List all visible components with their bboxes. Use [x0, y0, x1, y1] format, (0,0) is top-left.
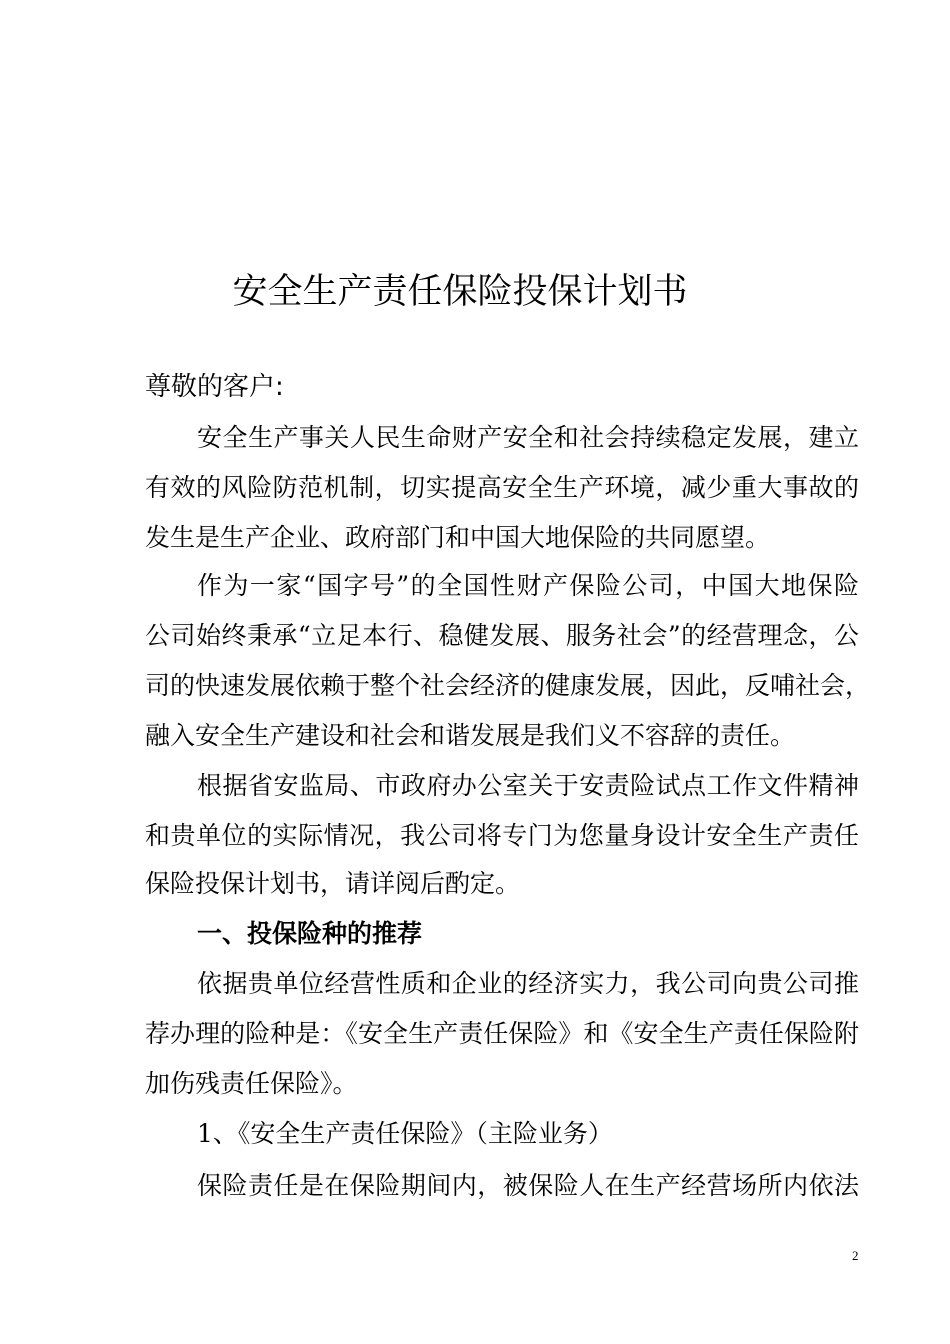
- paragraph-line: 作为一家“国字号”的全国性财产保险公司，中国大地保险: [197, 571, 859, 600]
- section-heading: 一、投保险种的推荐: [197, 919, 423, 948]
- paragraph-line: 司的快速发展依赖于整个社会经济的健康发展，因此，反哺社会，: [145, 671, 871, 700]
- paragraph-line: 发生是生产企业、政府部门和中国大地保险的共同愿望。: [145, 523, 771, 552]
- paragraph-line: 融入安全生产建设和社会和谐发展是我们义不容辞的责任。: [145, 721, 796, 750]
- document-title: 安全生产责任保险投保计划书: [232, 272, 688, 312]
- page-number: 2: [852, 1248, 859, 1263]
- paragraph-line: 加伤残责任保险》。: [145, 1069, 358, 1098]
- paragraph-line: 根据省安监局、市政府办公室关于安责险试点工作文件精神: [197, 771, 859, 800]
- paragraph-line: 公司始终秉承“立足本行、稳健发展、服务社会”的经营理念，公: [145, 621, 859, 650]
- paragraph-line: 保险责任是在保险期间内，被保险人在生产经营场所内依法: [197, 1171, 859, 1200]
- paragraph-line: 荐办理的险种是：《安全生产责任保险》和《安全生产责任保险附: [145, 1019, 859, 1048]
- salutation: 尊敬的客户:: [145, 372, 284, 402]
- paragraph-line: 和贵单位的实际情况，我公司将专门为您量身设计安全生产责任: [145, 821, 859, 850]
- paragraph-line: 安全生产事关人民生命财产安全和社会持续稳定发展，建立: [197, 423, 859, 452]
- paragraph-line: 有效的风险防范机制，切实提高安全生产环境，减少重大事故的: [145, 473, 859, 502]
- subsection-heading: 1、《安全生产责任保险》（主险业务）: [197, 1119, 613, 1148]
- paragraph-line: 依据贵单位经营性质和企业的经济实力，我公司向贵公司推: [197, 969, 859, 998]
- paragraph-line: 保险投保计划书，请详阅后酌定。: [145, 869, 521, 898]
